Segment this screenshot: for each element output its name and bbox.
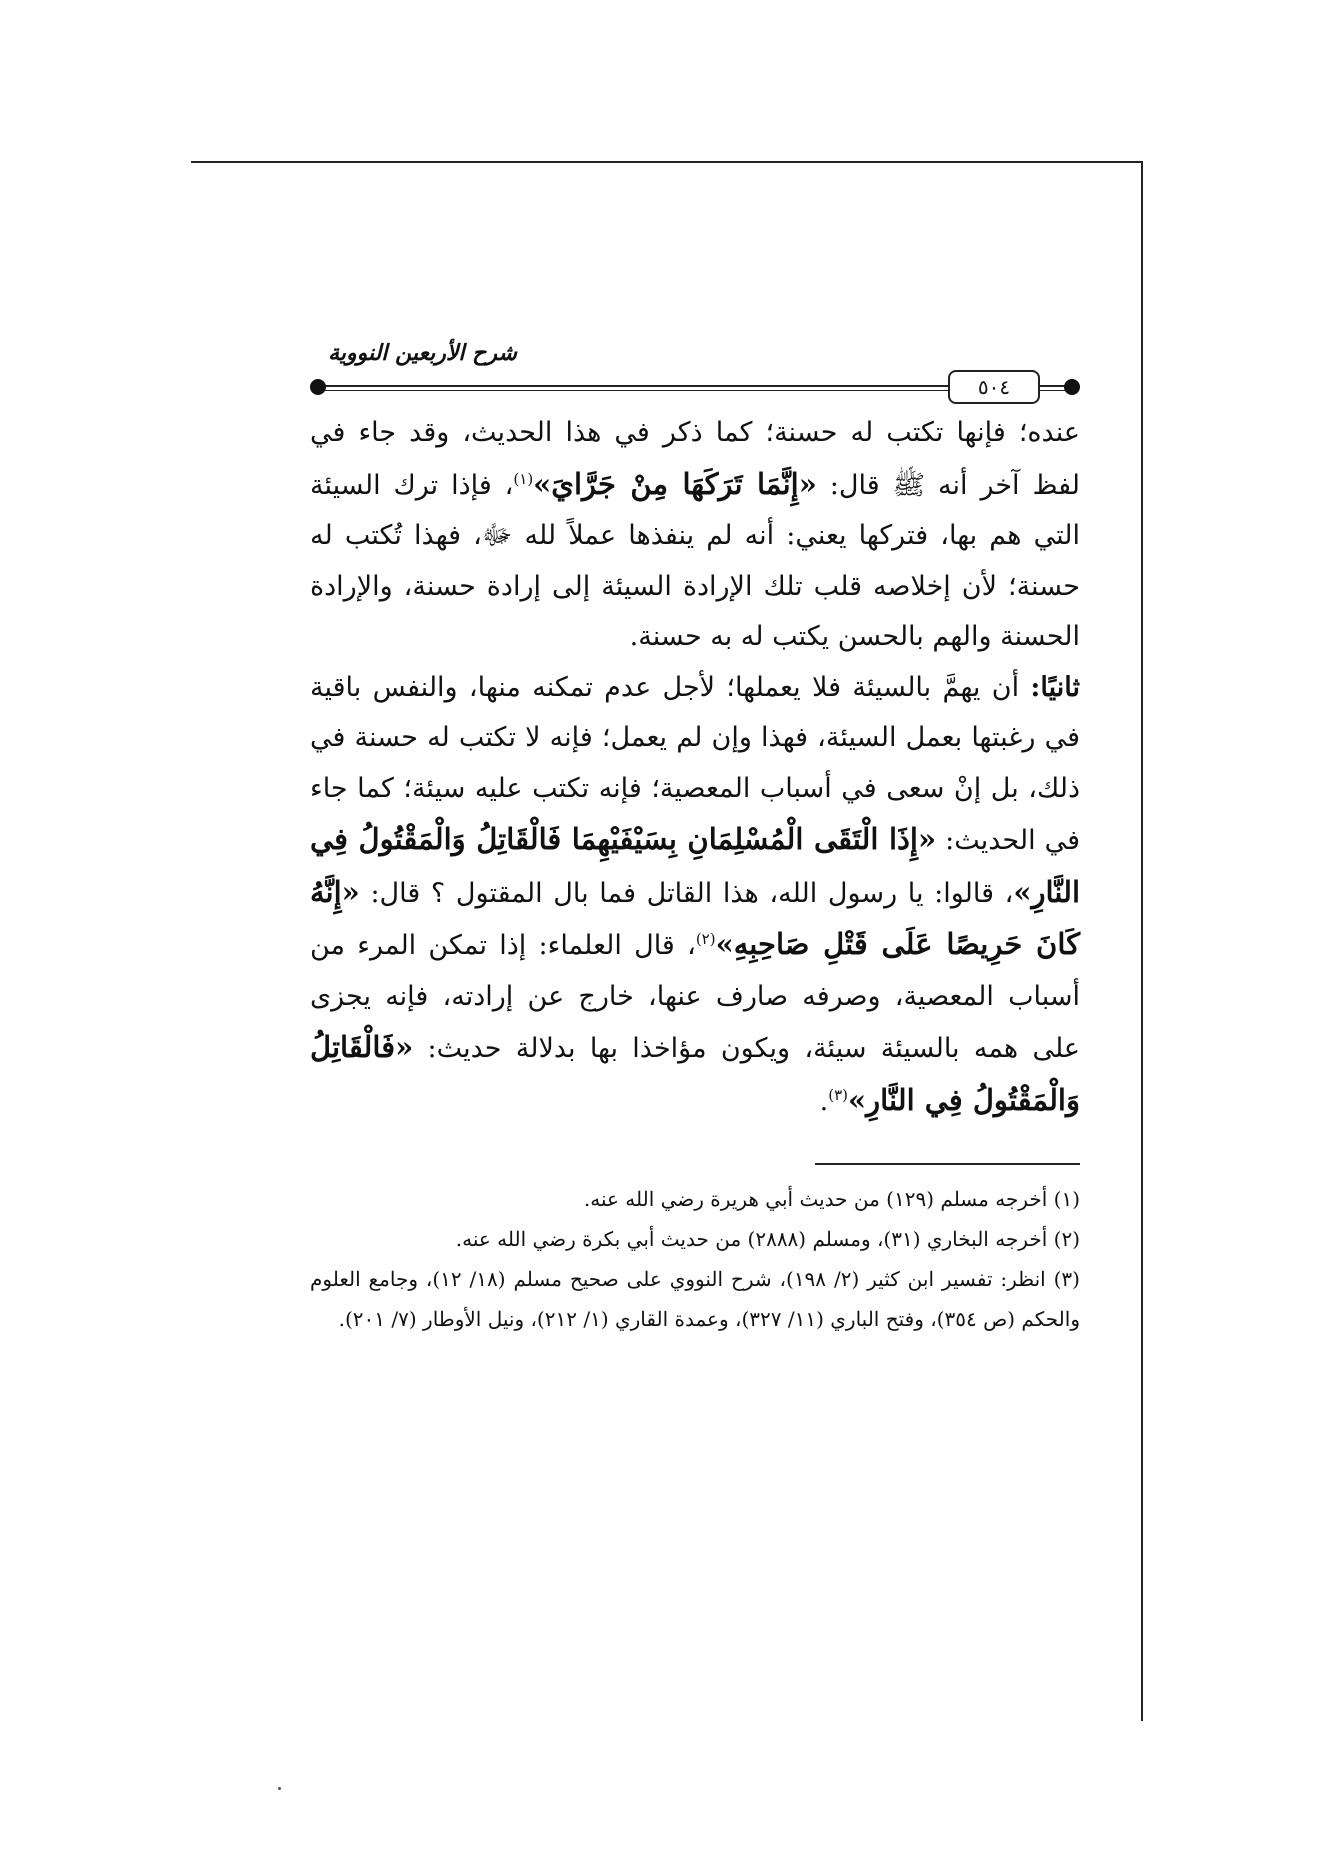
hadith-quote-4: «فَالْقَاتِلُ وَالْمَقْتُولُ فِي النَّارِ»: [310, 1030, 1080, 1117]
hadith-quote-1: «إِنَّمَا تَرَكَهَا مِنْ جَرَّايَ»: [533, 466, 817, 501]
p2-text-c: ، قال العلماء: إذا تمكن المرء من أسباب المعصية، وصرفه صارف عنها، خارج عن إرادته، فإنه يجزى على همه بالسيئة سيئة، ويكون مؤاخذا بها بدلالة حديث:: [310, 930, 1080, 1064]
p2-end: .: [819, 1085, 829, 1117]
footnote-1: (١) أخرجه مسلم (١٢٩) من حديث أبي هريرة رضي الله عنه.: [583, 1187, 1080, 1211]
running-header: [310, 340, 1080, 402]
page-frame-right-border: [1141, 161, 1143, 1721]
paragraph-2: [310, 663, 1080, 1128]
page-frame-top-border: [191, 161, 1142, 163]
p1-text-b: ، فإذا ترك السيئة التي هم بها، فتركها يعني: أنه لم ينفذها عملاً لله ﷻ، فهذا تُكتب له حسنة؛ لأن إخلاصه قلب تلك الإرادة السيئة إلى إرادة حسنة، والإرادة الحسنة والهم بالحسن يكتب له به حسنة.: [310, 469, 1080, 652]
paragraph-1: [310, 408, 1080, 663]
p2-text-a: أن يهمَّ بالسيئة فلا يعملها؛ لأجل عدم تمكنه منها، والنفس باقية في رغبتها بعمل السيئة، فهذا وإن لم يعمل؛ فإنه لا تكتب له حسنة في ذلك، بل إنْ سعى في أسباب المعصية؛ فإنه تكتب عليه سيئة؛ كما جاء في الحديث:: [310, 671, 1081, 856]
footnotes: [310, 1179, 1080, 1339]
hadith-quote-3: «إِنَّهُ كَانَ حَرِيصًا عَلَى قَتْلِ صَاحِبِهِ»: [310, 874, 1081, 961]
body-text: [310, 408, 1080, 1127]
p1-text-a: عنده؛ فإنها تكتب له حسنة؛ كما ذكر في هذا الحديث، وقد جاء في لفظ آخر أنه ﷺ قال:: [310, 417, 1080, 501]
book-page: [310, 340, 1080, 1339]
scan-speck: [278, 1787, 281, 1790]
header-ornament-dot-left: [310, 379, 326, 395]
footnote-separator: [815, 1163, 1080, 1165]
book-title: شرح الأربعين النووية: [328, 340, 517, 366]
hadith-quote-2: «إِذَا الْتَقَى الْمُسْلِمَانِ بِسَيْفَيْهِمَا فَالْقَاتِلُ وَالْمَقْتُولُ فِي النَّارِ»: [310, 822, 1080, 909]
footnote-2: (٢) أخرجه البخاري (٣١)، ومسلم (٢٨٨٨) من حديث أبي بكرة رضي الله عنه.: [455, 1227, 1080, 1251]
footnote-3: (٣) انظر: تفسير ابن كثير (٢/ ١٩٨)، شرح النووي على صحيح مسلم (١٨/ ١٢)، وجامع العلوم والحكم (ص ٣٥٤)، وفتح الباري (١١/ ٣٢٧)، وعمدة القاري (١/ ٢١٢)، ونيل الأوطار (٧/ ٢٠١).: [310, 1267, 1080, 1331]
p2-text-b: ، قالوا: يا رسول الله، هذا القاتل فما بال المقتول ؟ قال:: [359, 877, 1014, 909]
p2-lead-label: ثانيًا:: [1030, 671, 1080, 703]
footnote-marker-2: (٢): [695, 930, 716, 948]
footnote-marker-3: (٣): [828, 1085, 849, 1104]
header-ornament-dot-right: [1064, 379, 1080, 395]
footnote-marker-1: (١): [513, 469, 534, 488]
page-number: ٥٠٤: [948, 370, 1040, 404]
